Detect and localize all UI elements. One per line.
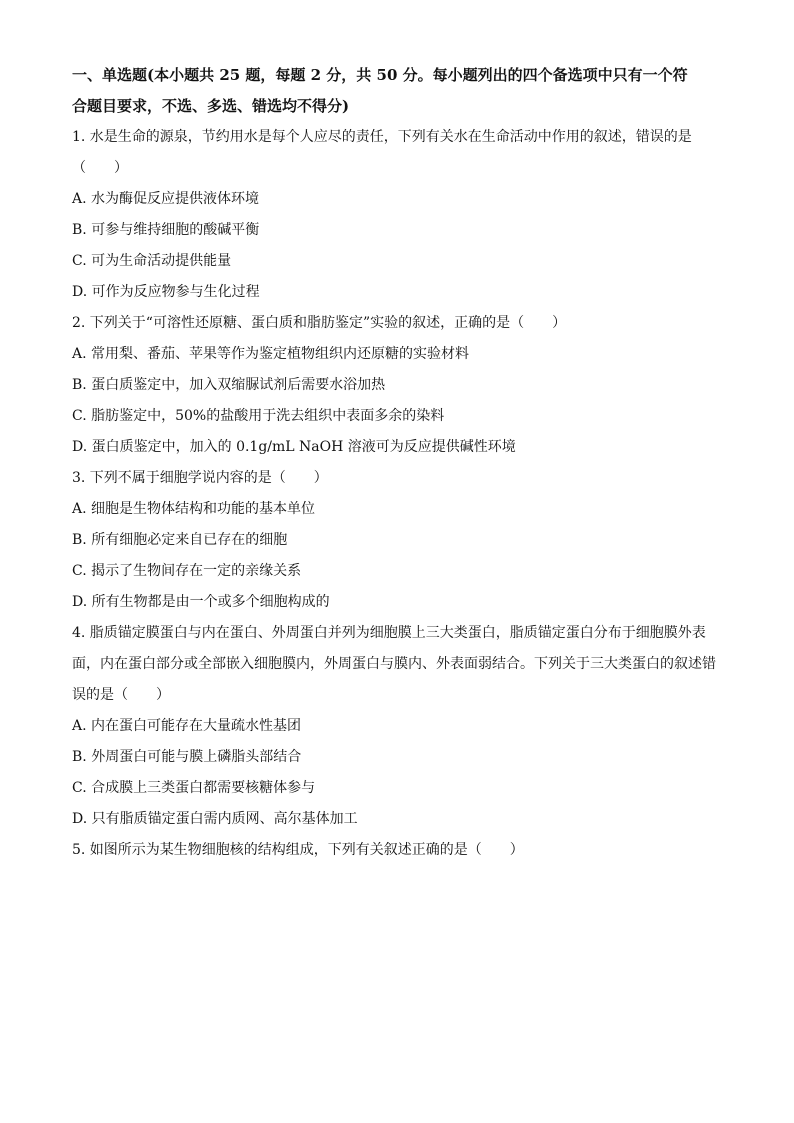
question-3-option-a: A. 细胞是生物体结构和功能的基本单位 — [72, 501, 316, 517]
question-3-stem-line-1: 3. 下列不属于细胞学说内容的是（ ） — [72, 470, 328, 486]
question-4-option-b: B. 外周蛋白可能与膜上磷脂头部结合 — [72, 749, 302, 765]
question-2-option-d: D. 蛋白质鉴定中，加入的 0.1g/mL NaOH 溶液可为反应提供碱性环境 — [72, 439, 516, 455]
question-1-option-c: C. 可为生命活动提供能量 — [72, 253, 232, 269]
question-4-stem-line-1: 4. 脂质锚定膜蛋白与内在蛋白、外周蛋白并列为细胞膜上三大类蛋白，脂质锚定蛋白分布于细胞膜外表 — [72, 625, 706, 641]
question-3-option-d: D. 所有生物都是由一个或多个细胞构成的 — [72, 594, 330, 610]
question-1-stem-line-1: 1. 水是生命的源泉，节约用水是每个人应尽的责任，下列有关水在生命活动中作用的叙述，错误的是 — [72, 129, 692, 145]
question-4-stem-line-2: 面，内在蛋白部分或全部嵌入细胞膜内，外周蛋白与膜内、外表面弱结合。下列关于三大类蛋白的叙述错 — [72, 656, 716, 672]
question-3-option-c: C. 揭示了生物间存在一定的亲缘关系 — [72, 563, 302, 579]
question-3-option-b: B. 所有细胞必定来自已存在的细胞 — [72, 532, 288, 548]
question-2 — [72, 308, 722, 463]
question-2-option-c: C. 脂肪鉴定中，50%的盐酸用于洗去组织中表面多余的染料 — [72, 408, 445, 424]
question-4-option-a: A. 内在蛋白可能存在大量疏水性基团 — [72, 718, 302, 734]
section-heading-line-2: 合题目要求，不选、多选、错选均不得分) — [72, 97, 350, 115]
question-1 — [72, 122, 722, 308]
question-2-stem-line-1: 2. 下列关于“可溶性还原糖、蛋白质和脂肪鉴定”实验的叙述，正确的是（ ） — [72, 315, 567, 331]
question-3 — [72, 463, 722, 618]
section-heading-line-1: 一、单选题(本小题共 25 题，每题 2 分，共 50 分。每小题列出的四个备选项中只有一个符 — [72, 66, 688, 84]
exam-content — [72, 60, 722, 866]
question-5 — [72, 835, 722, 866]
question-1-stem-line-2: （ ） — [72, 160, 128, 176]
question-1-option-b: B. 可参与维持细胞的酸碱平衡 — [72, 222, 260, 238]
question-4-option-d: D. 只有脂质锚定蛋白需内质网、高尔基体加工 — [72, 811, 358, 827]
question-1-option-a: A. 水为酶促反应提供液体环境 — [72, 191, 260, 207]
question-4 — [72, 618, 722, 835]
question-4-stem-line-3: 误的是（ ） — [72, 687, 170, 703]
question-5-stem-line-1: 5. 如图所示为某生物细胞核的结构组成，下列有关叙述正确的是（ ） — [72, 842, 524, 858]
question-4-option-c: C. 合成膜上三类蛋白都需要核糖体参与 — [72, 780, 316, 796]
question-2-option-a: A. 常用梨、番茄、苹果等作为鉴定植物组织内还原糖的实验材料 — [72, 346, 470, 362]
question-2-option-b: B. 蛋白质鉴定中，加入双缩脲试剂后需要水浴加热 — [72, 377, 386, 393]
question-1-option-d: D. 可作为反应物参与生化过程 — [72, 284, 260, 300]
